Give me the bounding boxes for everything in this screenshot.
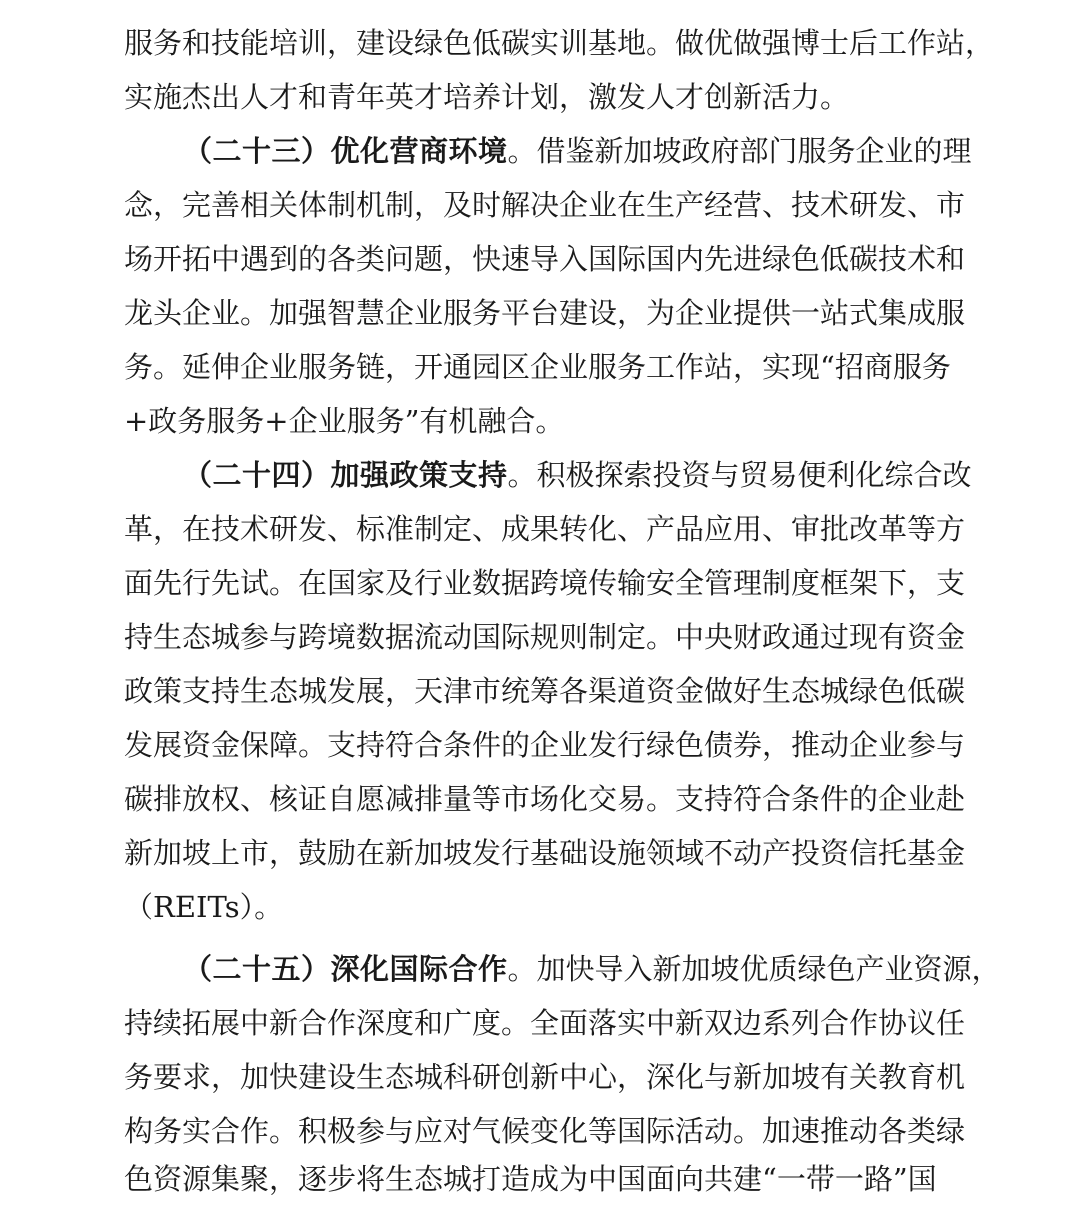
section-first-line xyxy=(183,448,972,502)
body-line: 念，完善相关体制机制，及时解决企业在生产经营、技术研发、市 xyxy=(124,188,966,222)
body-line: （REITs）。 xyxy=(124,890,284,924)
section-heading: （二十五）深化国际合作 xyxy=(183,952,508,986)
body-line: 实施杰出人才和青年英才培养计划，激发人才创新活力。 xyxy=(124,80,850,114)
section-first-text: 。借鉴新加坡政府部门服务企业的理 xyxy=(507,134,972,168)
body-line: 发展资金保障。支持符合条件的企业发行绿色债券，推动企业参与 xyxy=(124,728,966,762)
section-first-text: 。积极探索投资与贸易便利化综合改 xyxy=(507,458,972,492)
section-heading: （二十四）加强政策支持 xyxy=(183,458,508,492)
body-line: 政策支持生态城发展，天津市统筹各渠道资金做好生态城绿色低碳 xyxy=(124,674,966,708)
body-line: 革，在技术研发、标准制定、成果转化、产品应用、审批改革等方 xyxy=(124,512,966,546)
section-first-line xyxy=(183,124,972,178)
body-line: +政务服务+企业服务”有机融合。 xyxy=(124,404,565,438)
body-line: 新加坡上市，鼓励在新加坡发行基础设施领域不动产投资信托基金 xyxy=(124,836,966,870)
section-heading: （二十三）优化营商环境 xyxy=(183,134,508,168)
body-line: 面先行先试。在国家及行业数据跨境传输安全管理制度框架下，支 xyxy=(124,566,966,600)
body-line: 龙头企业。加强智慧企业服务平台建设，为企业提供一站式集成服 xyxy=(124,296,966,330)
body-line: 碳排放权、核证自愿减排量等市场化交易。支持符合条件的企业赴 xyxy=(124,782,966,816)
body-line: 持续拓展中新合作深度和广度。全面落实中新双边系列合作协议任 xyxy=(124,1006,966,1040)
body-line: 场开拓中遇到的各类问题，快速导入国际国内先进绿色低碳技术和 xyxy=(124,242,966,276)
section-first-text: 。加快导入新加坡优质绿色产业资源， xyxy=(507,952,1001,986)
body-line: 色资源集聚，逐步将生态城打造成为中国面向共建“一带一路”国 xyxy=(124,1162,937,1196)
body-line: 务。延伸企业服务链，开通园区企业服务工作站，实现“招商服务 xyxy=(124,350,951,384)
body-line: 持生态城参与跨境数据流动国际规则制定。中央财政通过现有资金 xyxy=(124,620,966,654)
body-line: 服务和技能培训，建设绿色低碳实训基地。做优做强博士后工作站， xyxy=(124,26,995,60)
body-line: 构务实合作。积极参与应对气候变化等国际活动。加速推动各类绿 xyxy=(124,1114,966,1148)
section-first-line xyxy=(183,942,1001,996)
body-line: 务要求，加快建设生态城科研创新中心，深化与新加坡有关教育机 xyxy=(124,1060,966,1094)
